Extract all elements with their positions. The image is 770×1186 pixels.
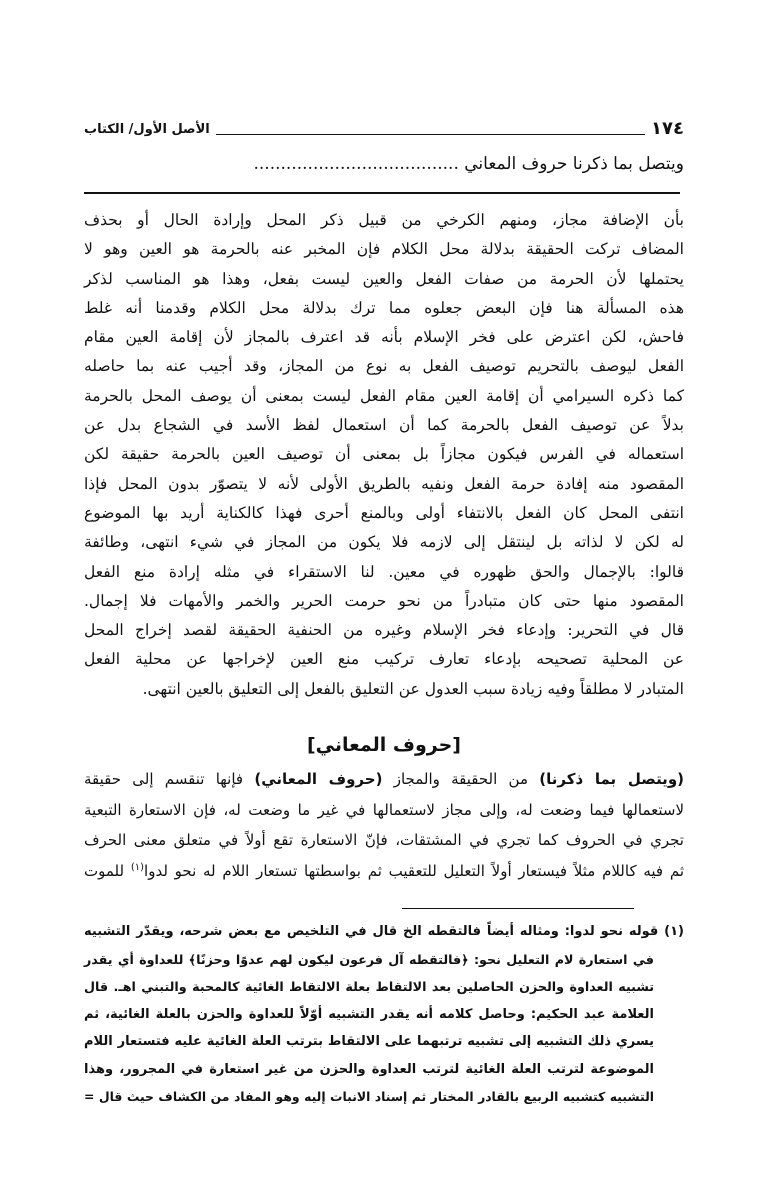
text-line: المتبادر لا مطلقاً وفيه زيادة سبب العدول عن التعليق بالفعل إلى التعليق بالعين انتهى. [142, 679, 684, 698]
page-number: ١٧٤ [651, 118, 684, 139]
footnotes [84, 918, 684, 1111]
topic-dots: ...................................... [253, 154, 459, 174]
text-line: المضاف تركت الحقيقة بدلالة محل الكلام فإن المخبر عنه بالحرمة هو العين وهو لا [84, 240, 684, 259]
text-line: بأن الإضافة مجاز، ومنهم الكرخي من قبيل ذكر المحل وإرادة الحال أو بحذف [84, 211, 684, 229]
text-line: فاحش، لكن اعترض على فخر الإسلام بأنه قد اعترف بالمجاز لأن إقامة العين مقام [84, 328, 684, 347]
text-line: انتفى المحل كان الفعل بالانتفاء أولى وبالمنع أحرى فهذا كالكناية أريد بها الموضوع [84, 503, 684, 522]
chapter-title: الأصل الأول/ الكتاب [84, 122, 210, 137]
commentary-line [84, 856, 684, 887]
commentary-text [84, 764, 684, 886]
text-line: المقصود منه إفادة حرمة الفعل ونفيه بالطريق الأولى لأنه لا يتصوّر بدون المحل فإذا [84, 474, 684, 493]
commentary-line: تجري في الحروف كما تجري في المشتقات، فإنّ الاستعارة تقع أولاً في متعلق معنى الحرف [84, 831, 684, 849]
text-line: المقصود منها حتى كان متبادراً من نحو حرمت الحرير والخمر والأمهات فلا إجمال. [84, 591, 684, 610]
running-header [84, 112, 684, 140]
header-rule [216, 134, 645, 135]
commentary-line: لاستعمالها فيما وضعت له، وإلى مجاز لاستعمالها في غير ما وضعت له، فإن الاستعارة التبعية [84, 800, 684, 819]
commentary-fragment: للموت [84, 861, 131, 880]
text-line: بدلاً عن توصيف الفعل بالحرمة كما أن استعمال لفظ الأسد في الشجاع بدل عن [84, 416, 684, 435]
footnote-fragment: للعداوة أي يقدر [84, 951, 189, 967]
commentary-line [84, 764, 684, 795]
footnote-separator [402, 908, 634, 909]
main-text [84, 206, 684, 704]
book-page [84, 0, 684, 1186]
text-line: عن المحلية تصحيحه بإدعاء تعارف تركيب منع العين لإخراجها عن محلية الفعل [84, 650, 684, 669]
commentary-fragment: ثم فيه كاللام مثلاً فيستعار أولاً التعليل للتعقيب ثم بواسطتها تستعار اللام له نحو لدوا [144, 861, 684, 880]
text-line: له لكن لا لذاته بل لينتقل إلى لازمه فلا يكون من المجاز في شيء انتهى، وطائفة [84, 533, 684, 552]
quran-quote: ﴿فالتقطه آل فرعون ليكون لهم عدوًا وحزنًا﴾ [188, 951, 469, 967]
topic-line [84, 150, 684, 178]
footnote-line: الموضوعة لترتب العلة الغائية لترتب العداوة والحزن من غير استعارة في المجرور، وهذا [84, 1061, 654, 1077]
matn-quote: (حروف المعاني) [254, 770, 383, 788]
text-line: كما ذكره السيرامي أن إقامة العين مقام الفعل ليست بمعنى أن يوصف المحل بالحرمة [84, 386, 684, 405]
footnote-line: التشبيه كتشبيه الربيع بالقادر المختار ثم إسناد الانبات إليه وهو المفاد من الكشاف حيث قال = [84, 1089, 654, 1104]
footnote-line: يسري ذلك التشبيه إلى تشبيه ترتبهما على الالتقاط بترتب العلة الغائية عليه فتستعار اللام [84, 1034, 654, 1049]
text-line: استعماله في الفرس فيكون مجازاً بل بمعنى أن توصيف العين بالحرمة حقيقة لكن [84, 445, 684, 464]
footnote-reference[interactable]: (١) [130, 861, 145, 873]
commentary-fragment: فإنها تنقسم إلى حقيقة [84, 770, 255, 788]
footnote-line: (١) قوله نحو لدوا: ومثاله أيضاً فالتقطه الخ قال في التلخيص مع بعض شرحه، ويقدّر التشبيه [84, 924, 684, 939]
text-line: الفعل ليوصف بالتحريم توصيف الفعل به نوع من المجاز، وقد أجيب عنه بما حاصله [84, 357, 684, 376]
footnote-line [84, 946, 684, 974]
footnote-line: تشبيه العداوة والحزن الحاصلين بعد الالتقاط بعلة الالتقاط الغائية كالمحبة والتبني اهـ. قال [84, 979, 654, 994]
topic-rule [84, 192, 680, 194]
topic-text: ويتصل بما ذكرنا حروف المعاني [464, 154, 684, 174]
commentary-fragment: من الحقيقة والمجاز [382, 770, 540, 788]
text-line: هذه المسألة هنا فإن البعض جعلوه مما ترك بدلالة محل الكلام وقدمنا أنه غلط [84, 298, 684, 317]
footnote-fragment: في استعارة لام التعليل نحو: [468, 951, 654, 967]
text-line: قالوا: بالإجمال والحق ظهوره في معين. لنا الاستقراء في مثله إرادة منع الفعل [84, 562, 684, 581]
text-line: يحتملها لأن الحرمة من صفات الفعل والعين ليست بفعل، وهذا هو المناسب لذكر [84, 269, 684, 288]
section-heading: [حروف المعاني] [307, 734, 461, 756]
footnote-line: العلامة عبد الحكيم: وحاصل كلامه أنه يقدر التشبيه أوّلاً للعداوة والحزن بالعلة الغائية، ثم [84, 1006, 654, 1022]
matn-quote: (ويتصل بما ذكرنا) [539, 770, 684, 788]
text-line: قال في التحرير: وإدعاء فخر الإسلام وغيره من الحنفية الحقيقة لقصد إخراج المحل [84, 621, 684, 640]
